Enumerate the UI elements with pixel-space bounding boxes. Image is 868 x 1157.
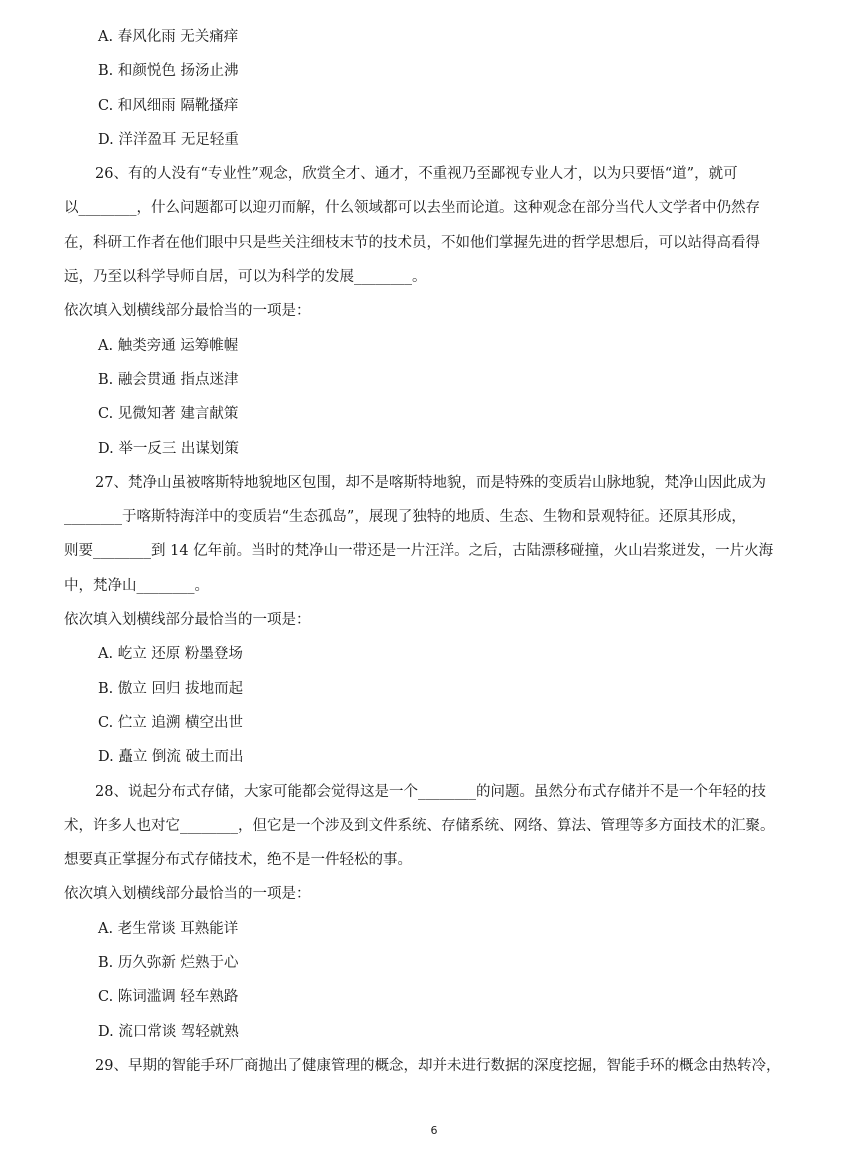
q27-text-line-2: ________于喀斯特海洋中的变质岩“生态孤岛”，展现了独特的地质、生态、生物和景观特征。还原其形成， <box>64 509 746 526</box>
q26-option-a: A. 触类旁通 运筹帷幄 <box>98 337 239 354</box>
q28-text-line-2: 术，许多人也对它________，但它是一个涉及到文件系统、存储系统、网络、算法、管理等多方面技术的汇聚。 <box>64 817 775 834</box>
q25-option-a: A. 春风化雨 无关痛痒 <box>98 29 239 45</box>
q28-text-line-1: 28、说起分布式存储，大家可能都会觉得这是一个________的问题。虽然分布式存储并不是一个年轻的技 <box>95 783 766 800</box>
q26-text-line-4: 远，乃至以科学导师自居，可以为科学的发展________。 <box>64 269 427 286</box>
q27-text-line-1: 27、梵净山虽被喀斯特地貌地区包围，却不是喀斯特地貌，而是特殊的变质岩山脉地貌，梵净山因此成为 <box>95 474 766 491</box>
q25-option-d: D. 洋洋盈耳 无足轻重 <box>98 131 239 148</box>
q27-option-c: C. 伫立 追溯 横空出世 <box>98 714 244 731</box>
q26-text-line-2: 以________，什么问题都可以迎刃而解，什么领域都可以去坐而论道。这种观念在部分当代人文学者中仍然存 <box>64 200 760 217</box>
q26-prompt: 依次填入划横线部分最恰当的一项是： <box>64 303 311 320</box>
q27-text-line-3: 则要________到 14 亿年前。当时的梵净山一带还是一片汪洋。之后，古陆漂移碰撞，火山岩浆迸发，一片火海 <box>64 543 774 560</box>
q28-option-b: B. 历久弥新 烂熟于心 <box>98 955 239 972</box>
q28-prompt: 依次填入划横线部分最恰当的一项是： <box>64 886 311 903</box>
q26-text-line-1: 26、有的人没有“专业性”观念，欣赏全才、通才，不重视乃至鄙视专业人才，以为只要悟“道”，就可 <box>95 166 738 183</box>
q26-option-d: D. 举一反三 出谋划策 <box>98 440 239 457</box>
q27-option-a: A. 屹立 还原 粉墨登场 <box>98 646 243 663</box>
q27-option-d: D. 矗立 倒流 破土而出 <box>98 749 244 766</box>
q28-option-a: A. 老生常谈 耳熟能详 <box>98 920 239 937</box>
q27-option-b: B. 傲立 回归 拔地而起 <box>98 680 244 697</box>
q27-prompt: 依次填入划横线部分最恰当的一项是： <box>64 612 311 629</box>
page-number: 6 <box>430 1124 438 1137</box>
q25-option-c: C. 和风细雨 隔靴搔痒 <box>98 97 239 114</box>
q28-option-c: C. 陈词滥调 轻车熟路 <box>98 989 239 1006</box>
q26-option-c: C. 见微知著 建言献策 <box>98 406 239 423</box>
q28-option-d: D. 流口常谈 驾轻就熟 <box>98 1023 239 1040</box>
q26-option-b: B. 融会贯通 指点迷津 <box>98 371 239 388</box>
q29-text-line-1: 29、早期的智能手环厂商抛出了健康管理的概念，却并未进行数据的深度挖掘，智能手环的概念由热转冷， <box>95 1057 781 1074</box>
q26-text-line-3: 在，科研工作者在他们眼中只是些关注细枝末节的技术员，不如他们掌握先进的哲学思想后，可以站得高看得 <box>64 234 760 251</box>
page-content <box>64 20 808 1083</box>
q28-text-line-3: 想要真正掌握分布式存储技术，绝不是一件轻松的事。 <box>64 852 412 869</box>
q25-option-b: B. 和颜悦色 扬汤止沸 <box>98 63 239 80</box>
q27-text-line-4: 中，梵净山________。 <box>64 577 209 594</box>
